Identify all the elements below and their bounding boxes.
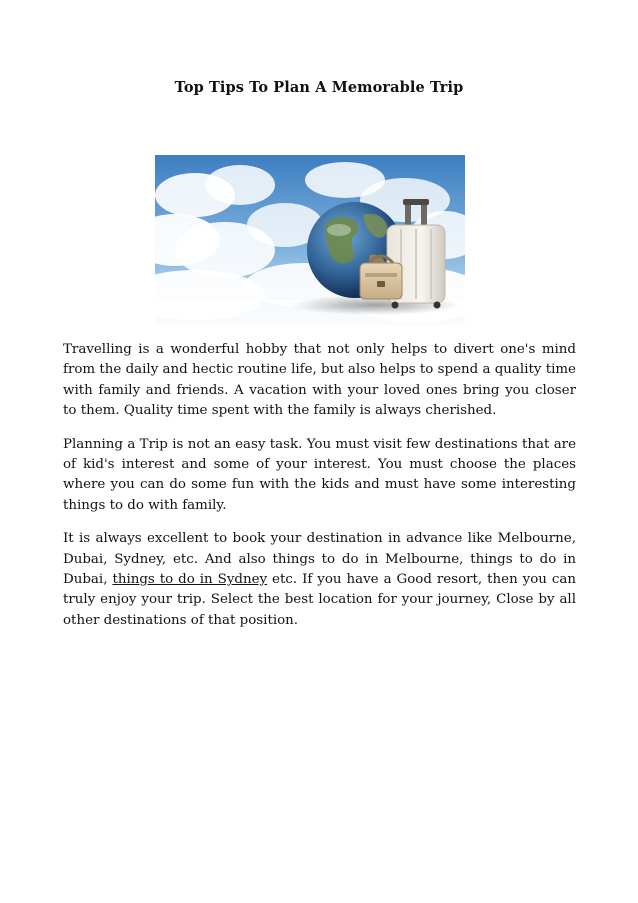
paragraph-destinations	[63, 529, 576, 631]
things-to-do-in-sydney-link[interactable]: things to do in Sydney	[112, 572, 268, 588]
paragraph-destinations-text: It is always excellent to book your destination in advance like Melbourne, Dubai, Sydney, etc. And also things to do in Melbourne, things to do in Dubai,	[63, 531, 576, 588]
page-title: Top Tips To Plan A Memorable Trip	[174, 79, 464, 96]
paragraph-intro: Travelling is a wonderful hobby that not only helps to divert one's mind from the daily and hectic routine life, but also helps to spend a quality time with family and friends. A vacation with your loved ones bring you closer to them. Quality time spent with the family is always cherished.	[63, 342, 576, 419]
paragraph-destinations-text-end: etc. If you have a Good resort, then you can truly enjoy your trip. Select the best location for your journey, Close by all other destinations of that position.	[63, 572, 576, 628]
travel-illustration	[155, 155, 465, 325]
paragraph-planning: Planning a Trip is not an easy task. You must visit few destinations that are of kid's interest and some of your interest. You must choose the places where you can do some fun with the kids and must have some interesting things to do with family.	[63, 436, 576, 513]
article-body	[63, 340, 576, 644]
hero-image	[155, 155, 465, 325]
